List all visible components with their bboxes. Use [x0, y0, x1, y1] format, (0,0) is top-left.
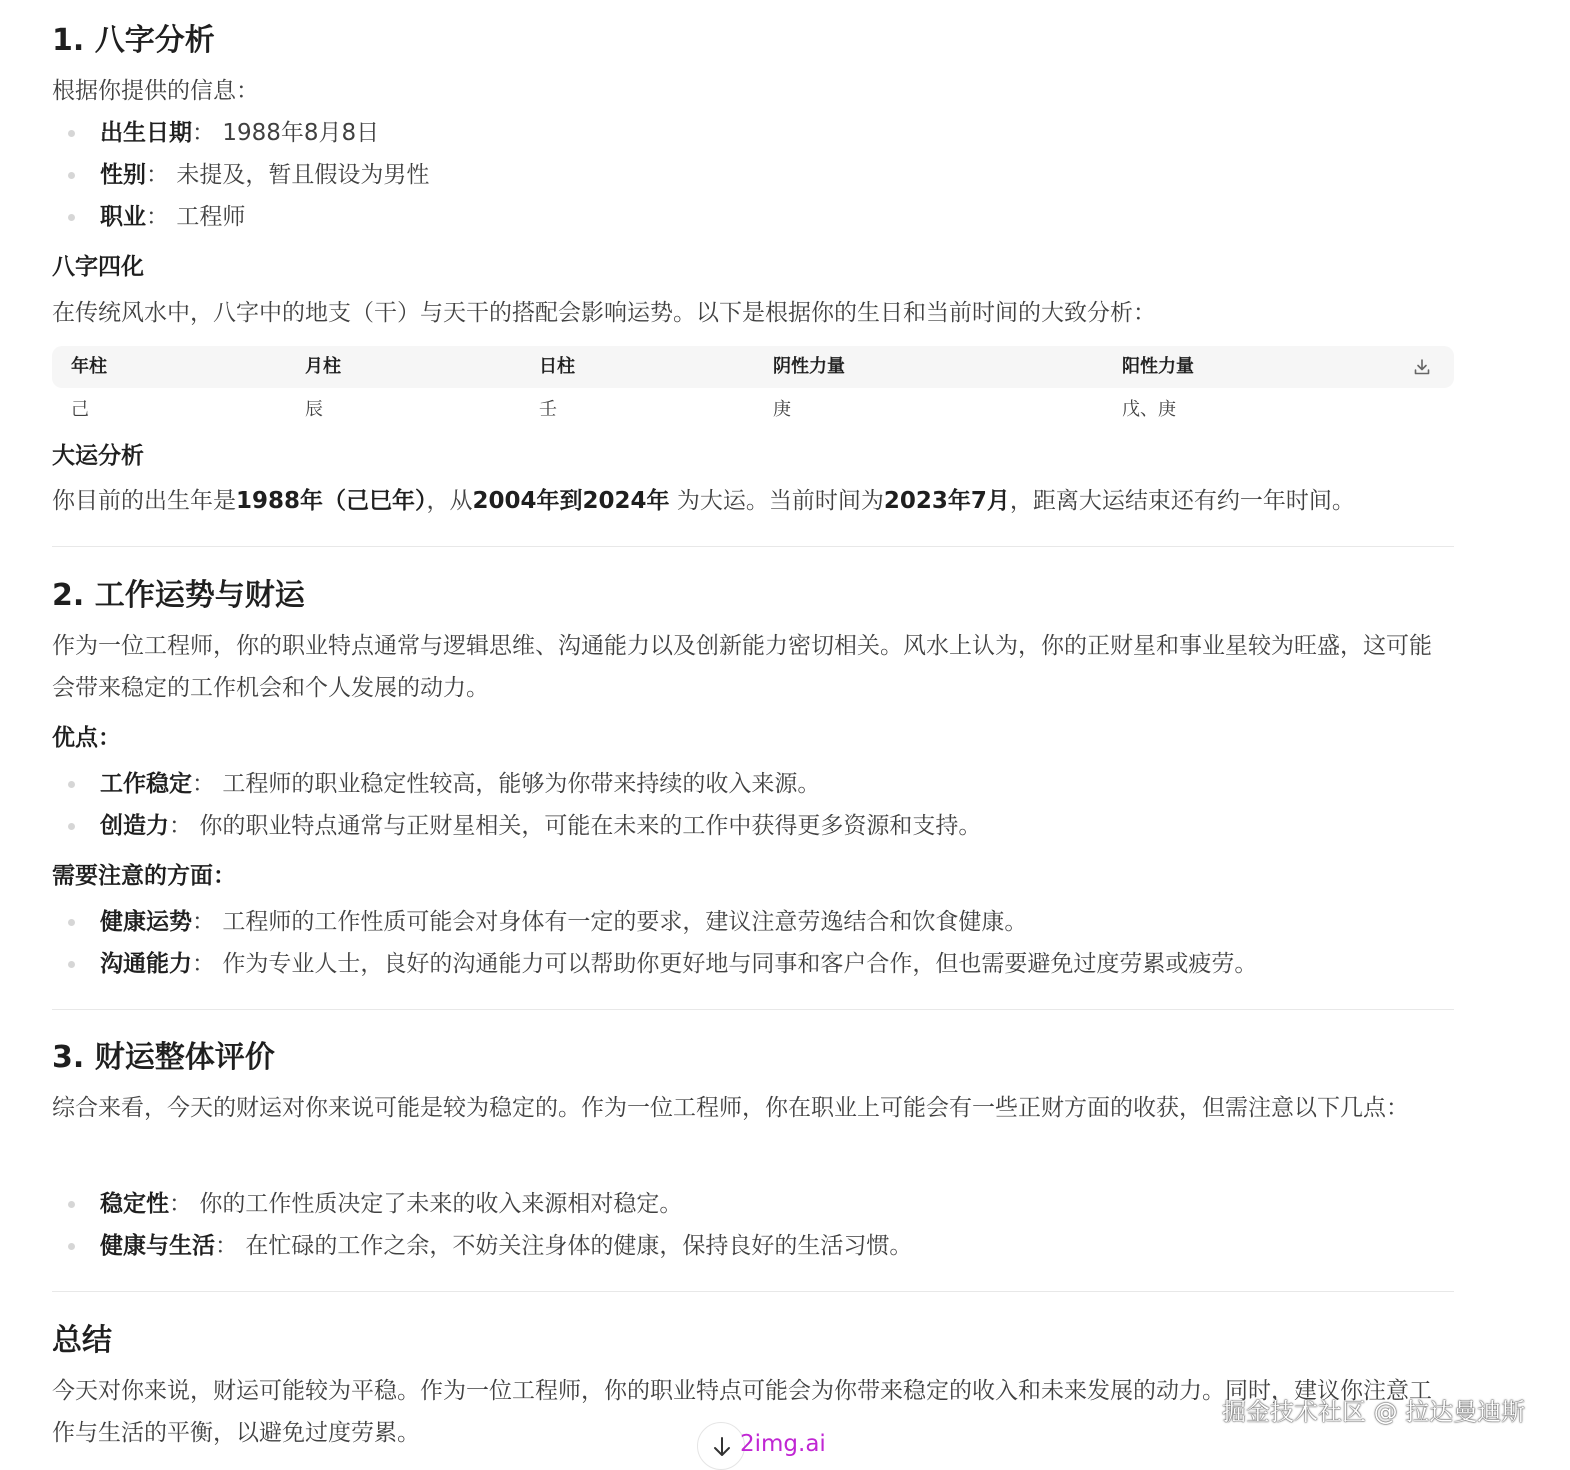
divider — [52, 1009, 1454, 1010]
divider — [52, 546, 1454, 547]
item-value: 工程师的职业稳定性较高，能够为你带来持续的收入来源。 — [222, 771, 821, 797]
table-row — [52, 388, 1454, 432]
item-label: 健康与生活 — [100, 1233, 215, 1259]
table-header-cell: 年柱 — [71, 356, 107, 377]
table-header-cell: 日柱 — [539, 356, 575, 377]
item-value: 作为专业人士，良好的沟通能力可以帮助你更好地与同事和客户合作，但也需要避免过度劳累或疲劳。 — [222, 951, 1258, 977]
dayun-text: 你目前的出生年是1988年（己巳年），从2004年到2024年 为大运。当前时间为2023年7月，距离大运结束还有约一年时间。 — [52, 488, 1355, 514]
section-heading-career: 2. 工作运势与财运 — [52, 578, 305, 613]
item-label: 出生日期 — [100, 120, 192, 146]
item-label: 职业 — [100, 204, 146, 230]
bazi-table — [52, 346, 1454, 432]
table-cell: 戊、庚 — [1122, 399, 1176, 420]
career-text: 作为一位工程师，你的职业特点通常与逻辑思维、沟通能力以及创新能力密切相关。风水上认为，你的正财星和事业星较为旺盛，这可能会带来稳定的工作机会和个人发展的动力。 — [52, 633, 1432, 701]
table-cell: 己 — [71, 399, 89, 420]
download-icon[interactable] — [1412, 357, 1432, 377]
table-header-cell: 阳性力量 — [1122, 356, 1194, 377]
item-label: 健康运势 — [100, 909, 192, 935]
bullet-icon — [68, 781, 75, 788]
table-header-cell: 月柱 — [305, 356, 341, 377]
table-cell: 辰 — [305, 399, 323, 420]
table-header — [52, 346, 1454, 388]
subheading-pros: 优点： — [52, 725, 121, 751]
wealth-text: 综合来看，今天的财运对你来说可能是较为稳定的。作为一位工程师，你在职业上可能会有一些正财方面的收获，但需注意以下几点： — [52, 1095, 1409, 1121]
item-value: 你的职业特点通常与正财星相关，可能在未来的工作中获得更多资源和支持。 — [199, 813, 982, 839]
bullet-icon — [68, 214, 75, 221]
item-value: 在忙碌的工作之余，不妨关注身体的健康，保持良好的生活习惯。 — [245, 1233, 913, 1259]
item-label: 工作稳定 — [100, 771, 192, 797]
item-label: 沟通能力 — [100, 951, 192, 977]
subheading-sihua: 八字四化 — [52, 254, 144, 280]
table-header-cell: 阴性力量 — [773, 356, 845, 377]
table-cell: 壬 — [539, 399, 557, 420]
sihua-text: 在传统风水中，八字中的地支（干）与天干的搭配会影响运势。以下是根据你的生日和当前时间的大致分析： — [52, 300, 1156, 326]
summary-text: 今天对你来说，财运可能较为平稳。作为一位工程师，你的职业特点可能会为你带来稳定的收入和未来发展的动力。同时，建议你注意工作与生活的平衡，以避免过度劳累。 — [52, 1378, 1432, 1446]
item-label: 稳定性 — [100, 1191, 169, 1217]
item-label: 性别 — [100, 162, 146, 188]
section-heading-wealth: 3. 财运整体评价 — [52, 1040, 275, 1075]
scroll-to-bottom-button[interactable] — [697, 1422, 745, 1470]
divider — [52, 1291, 1454, 1292]
item-value: 工程师的工作性质可能会对身体有一定的要求，建议注意劳逸结合和饮食健康。 — [222, 909, 1028, 935]
item-value: 未提及，暂且假设为男性 — [176, 162, 430, 188]
section-heading-summary: 总结 — [52, 1323, 112, 1358]
site-watermark: 掘金技术社区 @ 拉达曼迪斯 — [1222, 1398, 1526, 1426]
item-value: 工程师 — [176, 204, 246, 230]
bullet-icon — [68, 961, 75, 968]
subheading-dayun: 大运分析 — [52, 443, 144, 469]
item-value: 1988年8月8日 — [222, 120, 380, 146]
arrow-down-icon — [711, 1435, 733, 1459]
bullet-icon — [68, 130, 75, 137]
bullet-icon — [68, 172, 75, 179]
bullet-icon — [68, 919, 75, 926]
table-cell: 庚 — [773, 399, 791, 420]
intro-text: 根据你提供的信息： — [52, 78, 259, 104]
item-value: 你的工作性质决定了未来的收入来源相对稳定。 — [199, 1191, 683, 1217]
bullet-icon — [68, 1243, 75, 1250]
brand-watermark: 2img.ai — [740, 1431, 826, 1457]
subheading-cons: 需要注意的方面： — [52, 863, 236, 889]
item-label: 创造力 — [100, 813, 169, 839]
bullet-icon — [68, 1201, 75, 1208]
bullet-icon — [68, 823, 75, 830]
section-heading-bazi: 1. 八字分析 — [52, 23, 215, 58]
